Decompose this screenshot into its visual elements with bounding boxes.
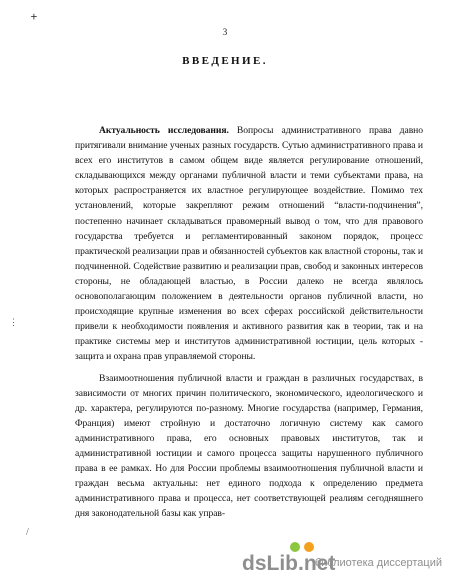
logo-wordmark: dsLib.net <box>242 552 336 575</box>
scan-mark-top-left: × <box>27 10 40 24</box>
paragraph-relevance <box>75 123 423 365</box>
paragraph-text: Взаимоотношения публичной власти и граждан в различных государствах, в зависимости от многих причин политического, экономического, идеологического и др. характера, регулируются по-разному. Многие государства (например, Германия, Франция) имеют стройную и достаточно логичную систему как самого административного права, его основных правовых институтов, так и административной юстиции и самого процесса защиты нарушенного публичного права в ее рамках. Но для России проблемы взаимоотношения публичной власти и граждан весьма актуальны: нет единого подхода к определению предмета административного права и процесса, нет соответствующей реалиям сегодняшнего дня законодательной базы как управ- <box>75 372 423 520</box>
paragraph-relations <box>75 371 423 522</box>
scan-mark-left-margin: ⋮ <box>9 317 18 327</box>
page-number: 3 <box>222 27 228 37</box>
dslib-logo <box>242 534 336 575</box>
watermark-caption: библиотека диссертаций <box>314 557 442 569</box>
watermark <box>242 532 442 576</box>
paragraph-lead: Актуальность исследования. <box>99 125 229 136</box>
paragraph-text: Вопросы административного права давно притягивали внимание ученых разных государств. Сутью административного права и всех его институтов в самом общем виде является регулирование отношений, складывающихся между органами публичной власти и теми субъектами права, на которых распространяется их властное регулирующее воздействие. Помимо тех установлений, которые закрепляют режим отношений “власти-подчинения”, постепенно начинает складываться правомерный вывод о том, что для правового государства требуется и регламентированный законом порядок, процесс практической реализации прав и обязанностей субъектов как властной стороны, так и подчиненной. Содействие развитию и реализации прав, свобод и законных интересов стороны, не обладающей властью, в России далеко не всегда являлось основополагающим положением в деятельности органов публичной власти, но происходящие крупные изменения во всех сферах российской действительности привели к необходимости появления и активного развития как в теории, так и на практике системы мер и институтов административной юстиции, цель которых - защита и охрана прав управляемой стороны. <box>75 125 424 363</box>
logo-dot-green <box>290 542 300 552</box>
logo-dot-orange <box>304 542 314 552</box>
document-body <box>75 123 423 521</box>
scan-mark-bottom-left: / <box>26 527 29 538</box>
page-heading: ВВЕДЕНИЕ. <box>182 55 268 67</box>
